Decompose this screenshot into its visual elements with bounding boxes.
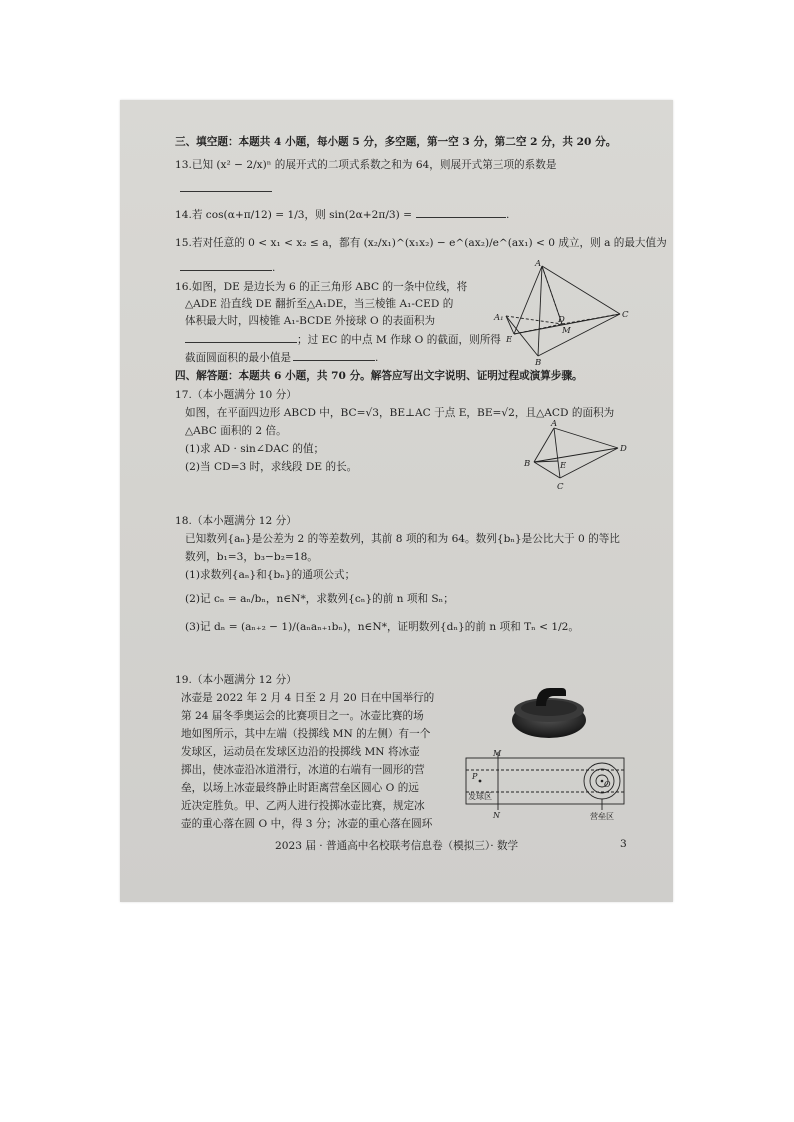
fig16-label-m: M: [562, 326, 571, 336]
question-18-title: 18.（本小题满分 12 分）: [175, 515, 297, 527]
fig17-label-c: C: [557, 482, 564, 492]
question-19-line1: 冰壶是 2022 年 2 月 4 日至 2 月 20 日在中国举行的: [181, 692, 435, 704]
question-14: 14.若 cos(α+π/12) = 1/3，则 sin(2α+2π/3) = .: [175, 206, 509, 222]
page-footer: 2023 届 · 普通高中名校联考信息卷（模拟三）· 数学: [275, 840, 519, 852]
fig19-label-house: 营垒区: [590, 812, 614, 820]
figure-19-curling-field: [462, 748, 632, 820]
question-19-line5: 掷出，使冰壶沿冰道滑行，冰道的右端有一圆形的营: [181, 764, 425, 776]
question-16-line3: 体积最大时，四棱锥 A₁-BCDE 外接球 O 的表面积为: [185, 315, 436, 327]
page-number: 3: [620, 838, 627, 850]
question-19-line8: 壶的重心落在圆 O 中，得 3 分；冰壶的重心落在圆环: [181, 818, 433, 830]
fig17-label-d: D: [620, 444, 627, 454]
question-19-line3: 地如图所示，其中左端（投掷线 MN 的左侧）有一个: [181, 728, 431, 740]
fig16-label-d: D: [558, 315, 565, 325]
fig19-label-o: O: [604, 780, 611, 789]
answer-blank-15: .: [180, 259, 275, 275]
question-16-line5-text: 截面圆面积的最小值是: [185, 352, 291, 364]
fig16-label-a1: A₁: [494, 313, 504, 323]
question-18-line1: 已知数列{aₙ}是公差为 2 的等差数列，其前 8 项的和为 64。数列{bₙ}是公比大于 0 的等比: [185, 533, 620, 545]
fig19-label-m: M: [493, 749, 502, 758]
fig19-label-p: P: [472, 772, 478, 781]
fig17-label-e: E: [560, 461, 567, 471]
question-17-line1: 如图，在平面四边形 ABCD 中，BC=√3，BE⊥AC 于点 E，BE=√2，且△ACD 的面积为: [185, 407, 615, 419]
question-18-part3: (3)记 dₙ = (aₙ₊₂ − 1)/(aₙaₙ₊₁bₙ)，n∈N*，证明数列{dₙ}的前 n 项和 Tₙ < 1/2。: [185, 621, 579, 633]
fig17-label-a: A: [551, 419, 558, 429]
fig17-label-b: B: [524, 459, 531, 469]
figure-16-pyramid: [492, 258, 632, 366]
question-18-part1: (1)求数列{aₙ}和{bₙ}的通项公式；: [185, 569, 356, 581]
question-17-line2: △ABC 面积的 2 倍。: [185, 425, 287, 437]
curling-stone-image: [510, 680, 588, 740]
question-16-line5: 截面圆面积的最小值是 .: [185, 349, 378, 365]
question-16-line4-text: ；过 EC 的中点 M 作球 O 的截面，则所得: [297, 334, 501, 346]
fig19-label-n: N: [493, 811, 500, 820]
question-19-line2: 第 24 届冬季奥运会的比赛项目之一。冰壶比赛的场: [181, 710, 424, 722]
question-16-line4: [185, 331, 501, 347]
question-19-line4: 发球区，运动员在发球区边沿的投掷线 MN 将冰壶: [181, 746, 420, 758]
section-3-header: 三、填空题：本题共 4 小题，每小题 5 分，多空题，第一空 3 分，第二空 2 分，共 20 分。: [175, 136, 617, 148]
question-13: 13.已知 (x² − 2/x)ⁿ 的展开式的二项式系数之和为 64，则展开式第三项的系数是: [175, 159, 557, 171]
figure-17-quadrilateral: [520, 418, 632, 492]
fig16-label-c: C: [622, 310, 629, 320]
question-18-part2: (2)记 cₙ = aₙ/bₙ，n∈N*，求数列{cₙ}的前 n 项和 Sₙ；: [185, 593, 454, 605]
answer-blank-13: [180, 180, 272, 196]
question-17-part1: (1)求 AD · sin∠DAC 的值；: [185, 443, 325, 455]
question-19-title: 19.（本小题满分 12 分）: [175, 674, 297, 686]
fig16-label-e: E: [506, 335, 513, 345]
question-15: 15.若对任意的 0 < x₁ < x₂ ≤ a，都有 (x₂/x₁)^(x₁x₂) − e^(ax₂)/e^(ax₁) < 0 成立，则 a 的最大值为: [175, 237, 667, 249]
fig19-label-launch-zone: 发球区: [468, 792, 492, 801]
question-16-line2: △ADE 沿直线 DE 翻折至△A₁DE，当三棱锥 A₁-CED 的: [185, 298, 454, 310]
fig16-label-a: A: [535, 259, 542, 269]
section-4-header: 四、解答题：本题共 6 小题，共 70 分。解答应写出文字说明、证明过程或演算步骤。: [175, 370, 583, 382]
fig16-label-b: B: [535, 358, 542, 366]
question-17-title: 17.（本小题满分 10 分）: [175, 389, 297, 401]
question-14-text: 14.若 cos(α+π/12) = 1/3，则 sin(2α+2π/3) =: [175, 209, 413, 221]
question-16-line1: 16.如图，DE 是边长为 6 的正三角形 ABC 的一条中位线，将: [175, 281, 468, 293]
question-19-line7: 近决定胜负。甲、乙两人进行投掷冰壶比赛，规定冰: [181, 800, 425, 812]
question-18-line2: 数列，b₁=3，b₃−b₂=18。: [185, 551, 318, 563]
question-17-part2: (2)当 CD=3 时，求线段 DE 的长。: [185, 461, 358, 473]
question-19-line6: 垒，以场上冰壶最终静止时距离营垒区圆心 O 的远: [181, 782, 419, 794]
